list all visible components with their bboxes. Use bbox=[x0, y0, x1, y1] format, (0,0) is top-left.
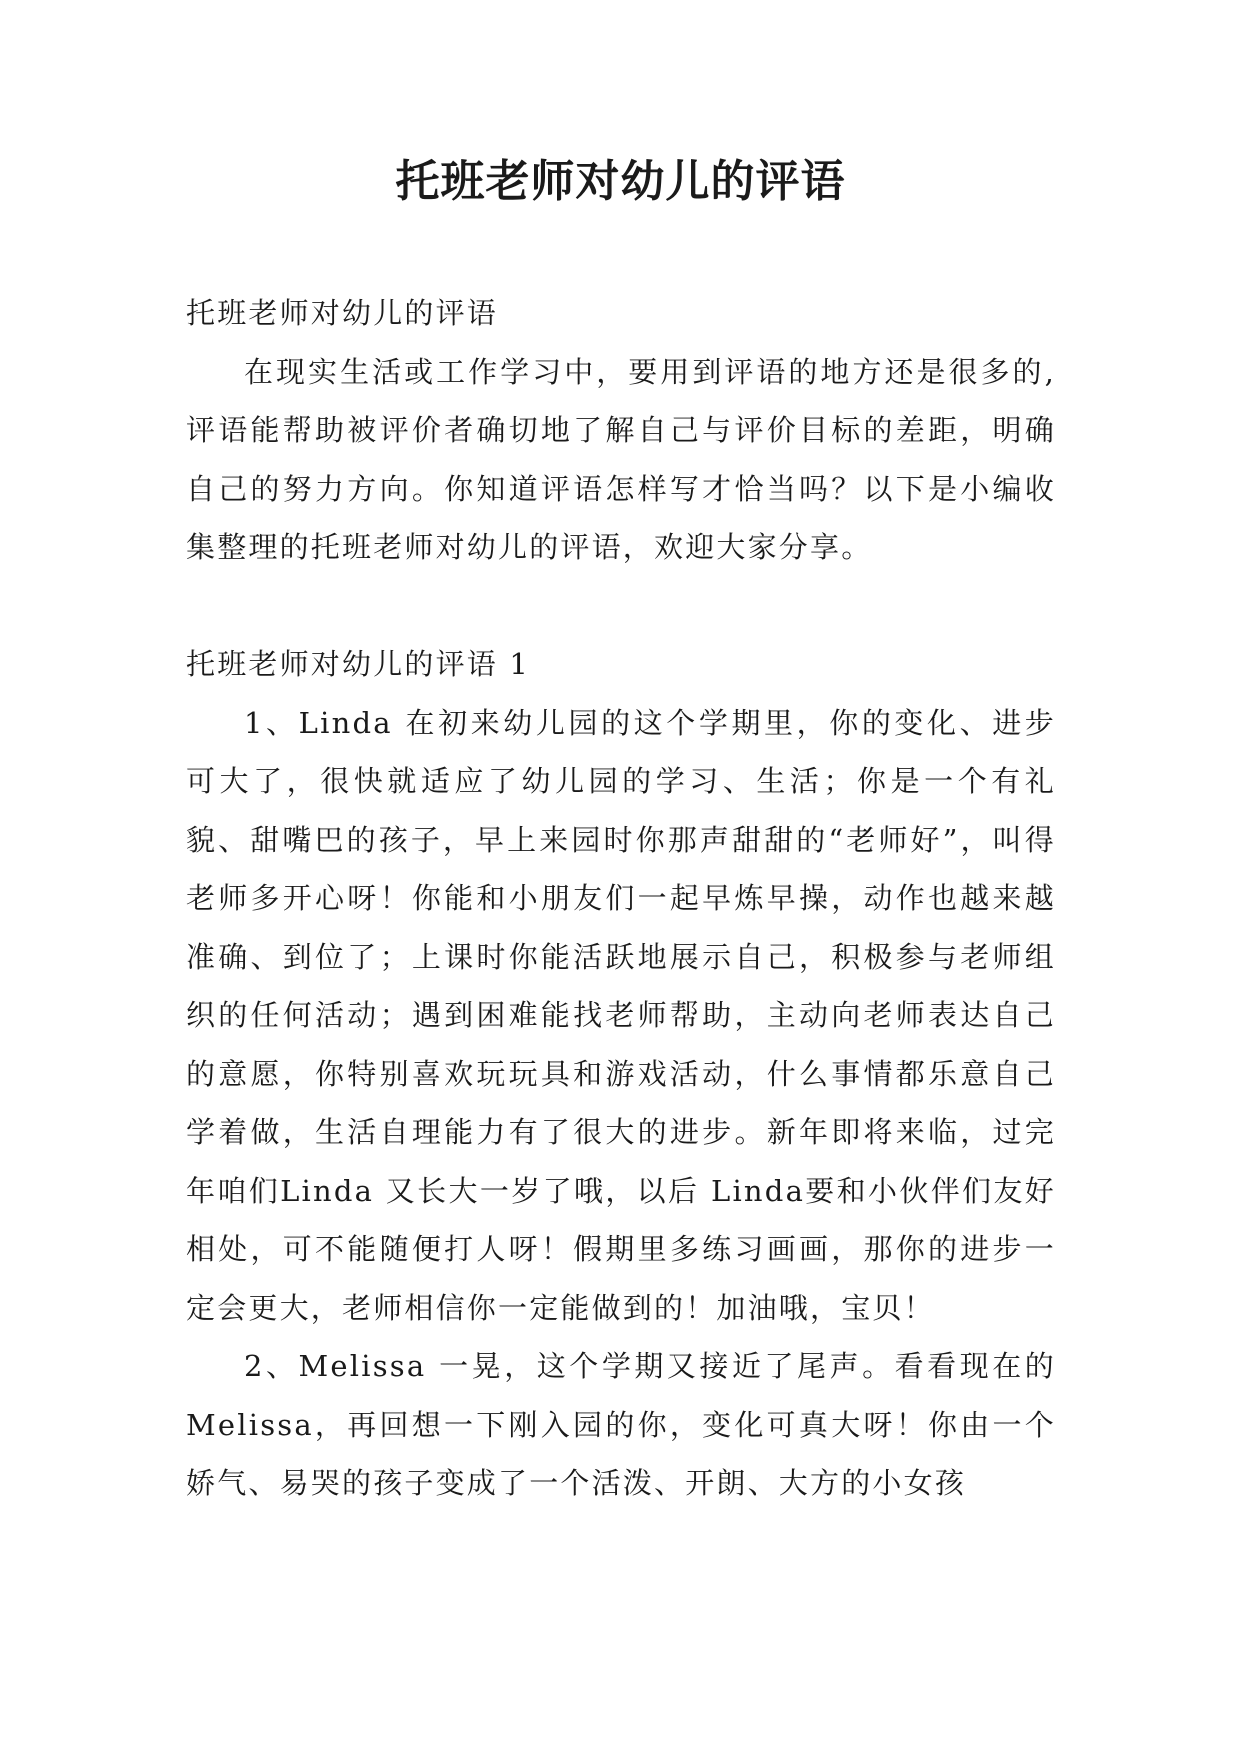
intro-heading: 托班老师对幼儿的评语 bbox=[186, 296, 499, 330]
document-title: 托班老师对幼儿的评语 bbox=[395, 156, 846, 207]
comment-paragraph-2: 2、Melissa 一晃，这个学期又接近了尾声。看看现在的Melissa，再回想一下刚入园的你，变化可真大呀！你由一个娇气、易哭的孩子变成了一个活泼、开朗、大方的小女孩 bbox=[186, 1349, 1056, 1500]
document-body bbox=[186, 284, 1056, 1513]
section-heading: 托班老师对幼儿的评语 1 bbox=[186, 647, 531, 681]
intro-paragraph: 在现实生活或工作学习中，要用到评语的地方还是很多的,评语能帮助被评价者确切地了解自己与评价目标的差距，明确自己的努力方向。你知道评语怎样写才恰当吗？以下是小编收集整理的托班老师对幼儿的评语，欢迎大家分享。 bbox=[186, 354, 1056, 564]
comment-paragraph-1: 1、Linda 在初来幼儿园的这个学期里，你的变化、进步可大了，很快就适应了幼儿园的学习、生活；你是一个有礼貌、甜嘴巴的孩子，早上来园时你那声甜甜的“老师好”，叫得老师多开心呀！你能和小朋友们一起早炼早操，动作也越来越准确、到位了；上课时你能活跃地展示自己，积极参与老师组织的任何活动；遇到困难能找老师帮助，主动向老师表达自己的意愿，你特别喜欢玩玩具和游戏活动，什么事情都乐意自己学着做，生活自理能力有了很大的进步。新年即将来临，过完年咱们Linda 又长大一岁了哦，以后 Linda要和小伙伴们友好相处，可不能随便打人呀！假期里多练习画画，那你的进步一定会更大，老师相信你一定能做到的！加油哦，宝贝！ bbox=[186, 705, 1056, 1325]
section-spacer bbox=[186, 577, 1056, 636]
